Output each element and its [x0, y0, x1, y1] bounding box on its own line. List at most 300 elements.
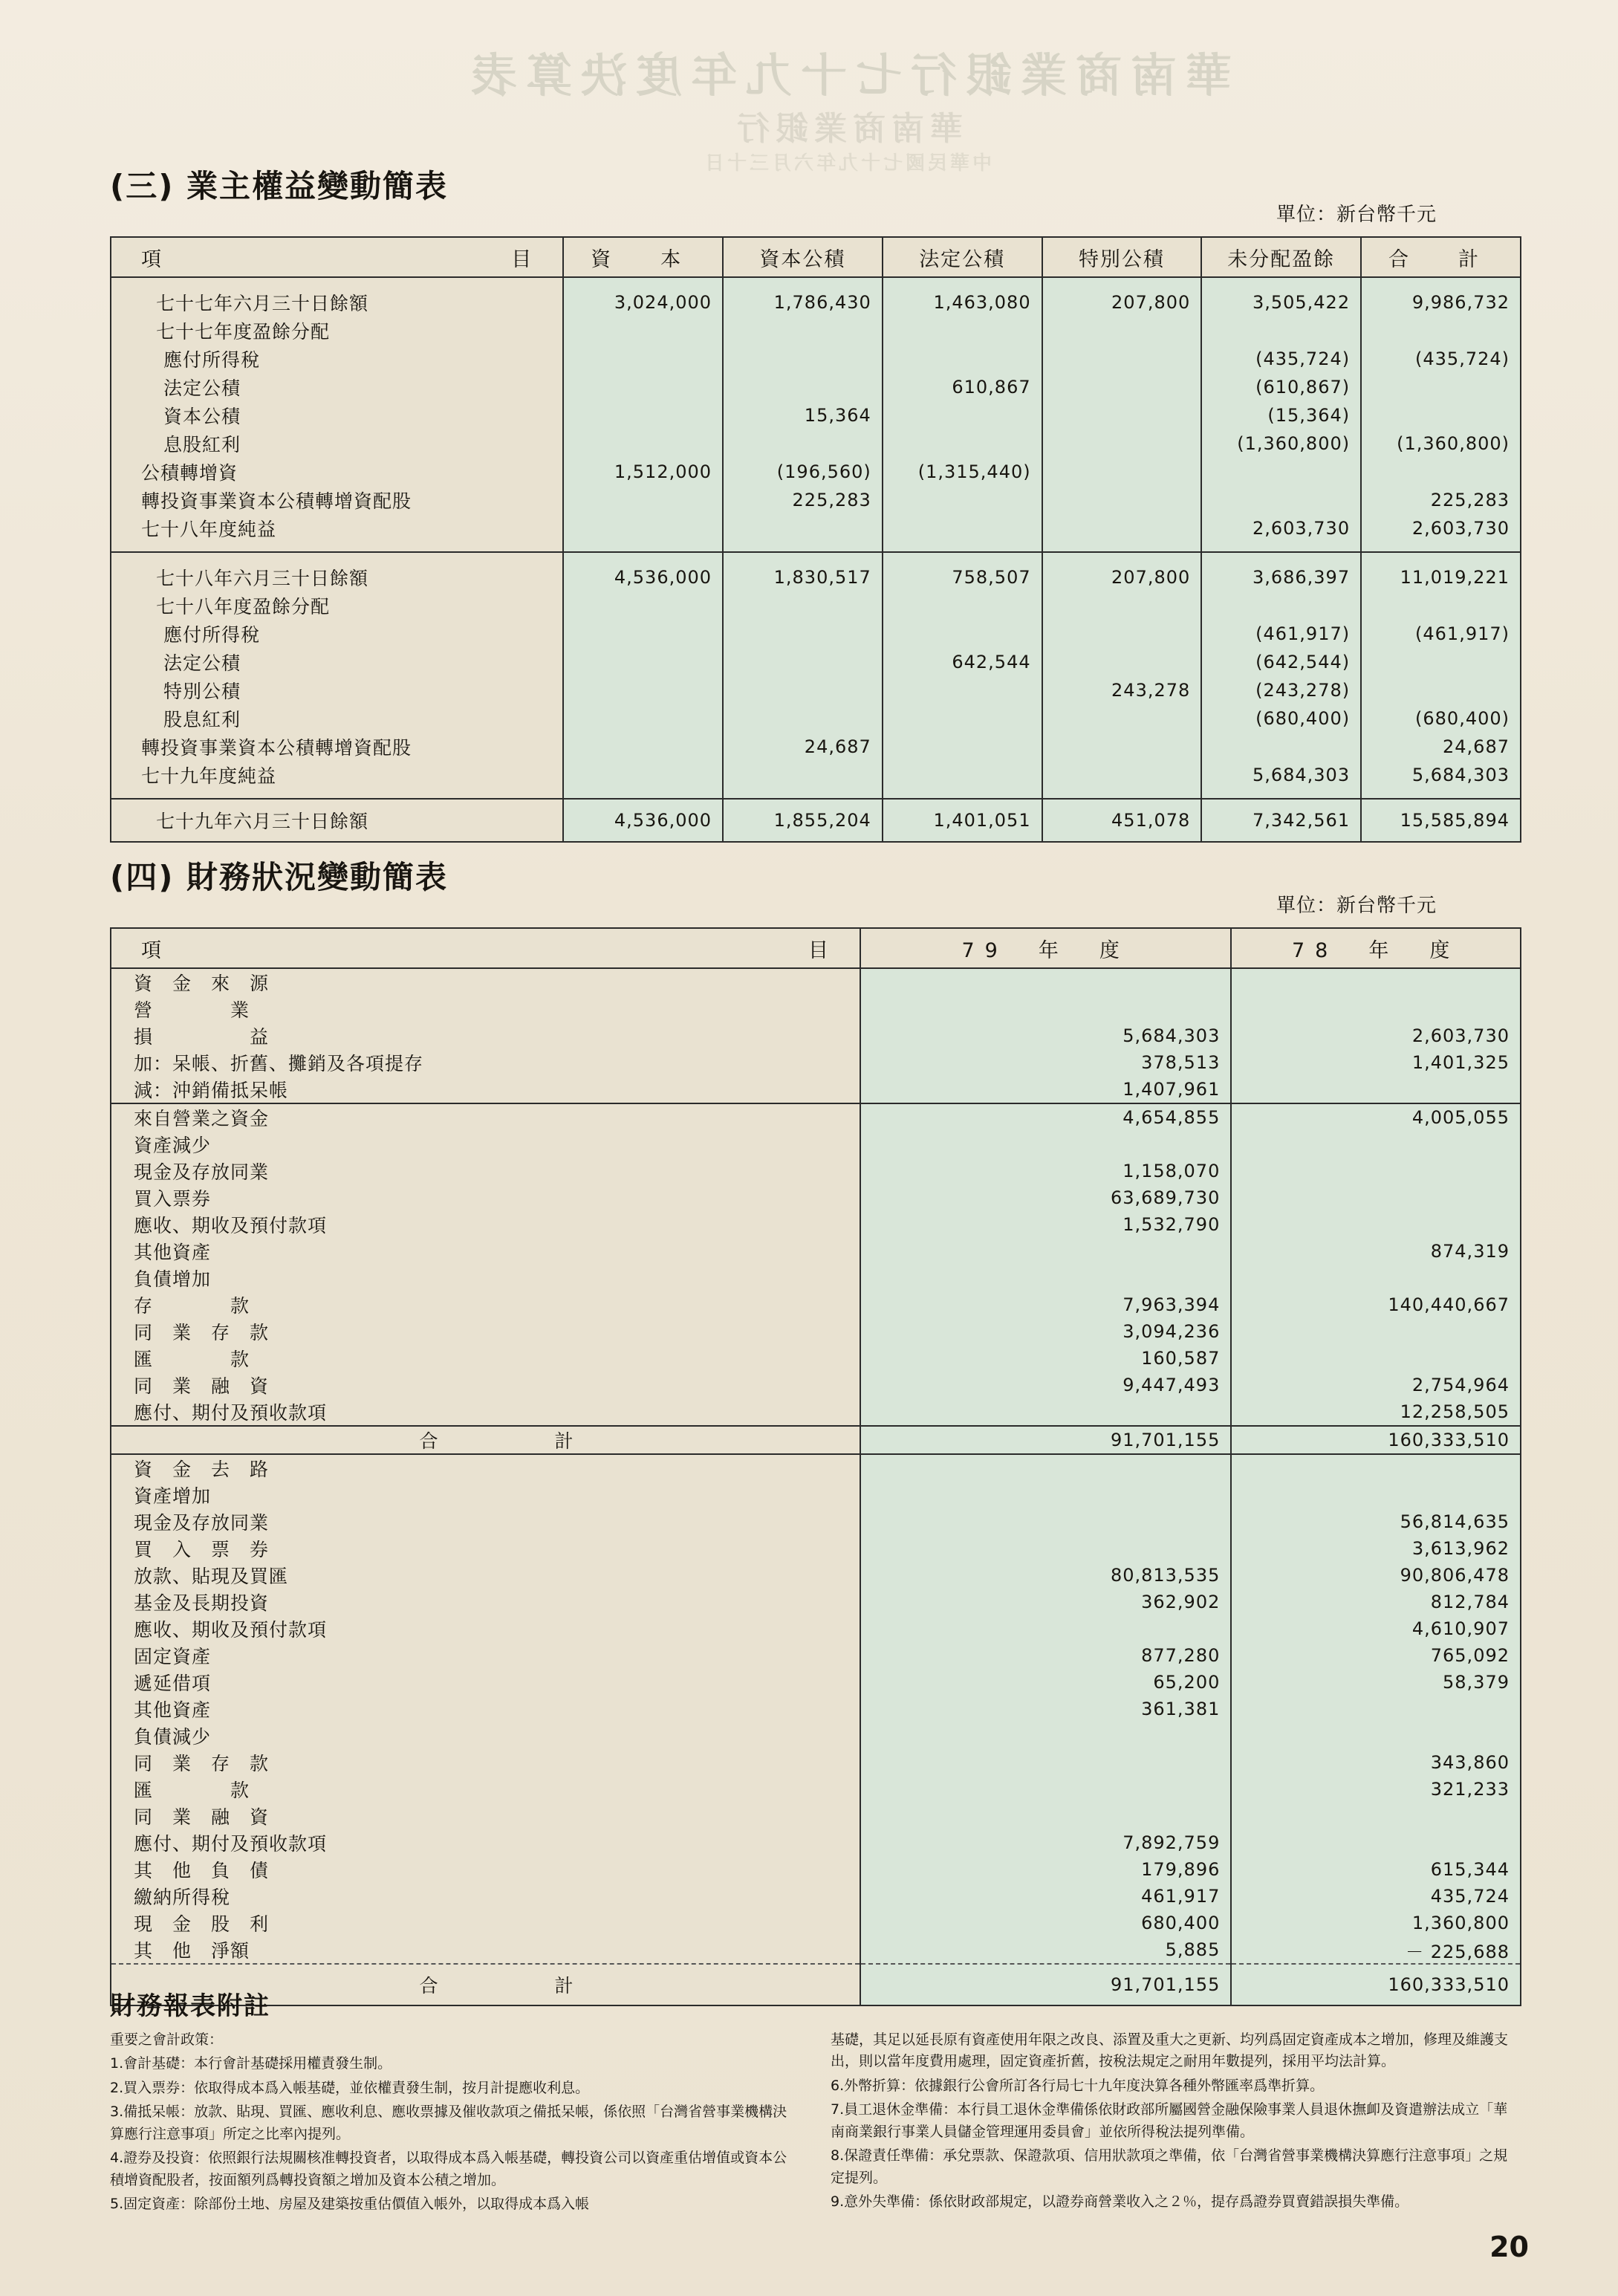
cell-total — [1361, 676, 1521, 704]
cell-year-78 — [1231, 1184, 1521, 1211]
cell-year-78: 2,603,730 — [1231, 1022, 1521, 1049]
row-label: 應付、期付及預收款項 — [111, 1829, 860, 1856]
cell-undistributed: (680,400) — [1201, 704, 1361, 733]
table-row — [111, 1076, 1521, 1103]
cell-year-79: 179,896 — [860, 1856, 1231, 1883]
cell-year-79 — [860, 1615, 1231, 1642]
table-row — [111, 1372, 1521, 1398]
row-label: 其 他 淨額 — [111, 1936, 860, 1964]
cell-capital-surplus: 24,687 — [723, 733, 883, 761]
row-label: 轉投資事業資本公積轉增資配股 — [111, 733, 563, 761]
row-label: 同 業 融 資 — [111, 1372, 860, 1398]
row-label: 放款、貼現及買匯 — [111, 1562, 860, 1589]
cell-capital — [563, 486, 723, 514]
cell-year-79: 877,280 — [860, 1642, 1231, 1669]
cell-year-79: 3,094,236 — [860, 1318, 1231, 1345]
cell-total: (1,360,800) — [1361, 429, 1521, 458]
cell-year-79: 80,813,535 — [860, 1562, 1231, 1589]
cell-special-surplus — [1042, 429, 1202, 458]
cell-total — [1361, 458, 1521, 486]
cell-total: 5,684,303 — [1361, 761, 1521, 799]
row-label: 應付所得稅 — [111, 620, 563, 648]
cell-year-78 — [1231, 1211, 1521, 1238]
cell-capital: 1,512,000 — [563, 458, 723, 486]
cell-total — [1361, 317, 1521, 345]
cell-capital: 3,024,000 — [563, 277, 723, 317]
table-row — [111, 1936, 1521, 1964]
cell-undistributed: 2,603,730 — [1201, 514, 1361, 552]
row-label: 負債增加 — [111, 1265, 860, 1291]
cell-year-78: 56,814,635 — [1231, 1508, 1521, 1535]
cell-capital-surplus — [723, 761, 883, 799]
row-label: 資產增加 — [111, 1482, 860, 1508]
cell-capital-surplus: 1,855,204 — [723, 799, 883, 842]
cell-year-79: 361,381 — [860, 1696, 1231, 1722]
cell-legal-surplus: 758,507 — [883, 552, 1042, 591]
cell-year-78 — [1231, 1829, 1521, 1856]
cell-legal-surplus — [883, 486, 1042, 514]
table-row — [111, 968, 1521, 996]
cell-undistributed — [1201, 458, 1361, 486]
cell-undistributed: (435,724) — [1201, 345, 1361, 373]
col-capital-surplus: 資本公積 — [723, 237, 883, 277]
row-label: 負債減少 — [111, 1722, 860, 1749]
cell-year-78 — [1231, 1265, 1521, 1291]
ghost-line-3: 中華民國七十九年六月三十日 — [702, 152, 992, 175]
table-row — [111, 761, 1521, 799]
cell-legal-surplus — [883, 429, 1042, 458]
cell-year-79 — [860, 968, 1231, 996]
row-label: 七十七年六月三十日餘額 — [111, 277, 563, 317]
cell-total — [1361, 373, 1521, 401]
cell-capital — [563, 676, 723, 704]
table-row — [111, 1829, 1521, 1856]
cell-legal-surplus — [883, 591, 1042, 620]
row-label: 其他資產 — [111, 1238, 860, 1265]
cell-capital — [563, 429, 723, 458]
note-item: 4.證券及投資：依照銀行法規關核准轉投資者，以取得成本爲入帳基礎，轉投資公司以資產重估增值或資本公積增資配股者，按面額列爲轉投資額之增加及資本公積之增加。 — [110, 2150, 787, 2188]
cell-legal-surplus — [883, 733, 1042, 761]
cell-year-79: 378,513 — [860, 1049, 1231, 1076]
cell-total — [1361, 591, 1521, 620]
cell-special-surplus: 207,800 — [1042, 277, 1202, 317]
cell-year-79 — [860, 1238, 1231, 1265]
note-item: 基礎，其足以延長原有資產使用年限之改良、添置及重大之更新、均列爲固定資產成本之增加，修理及維護支出，則以當年度費用處理，固定資產折舊，按稅法規定之耐用年數提列，採用平均法計算。 — [831, 2031, 1509, 2070]
cell-year-79: 1,158,070 — [860, 1158, 1231, 1184]
cell-legal-surplus: (1,315,440) — [883, 458, 1042, 486]
table-row — [111, 1291, 1521, 1318]
cell-year-78 — [1231, 1076, 1521, 1103]
cell-capital — [563, 761, 723, 799]
cell-year-79 — [860, 1776, 1231, 1803]
cell-capital-surplus — [723, 591, 883, 620]
section-3-unit: 單位：新台幣千元 — [1276, 204, 1437, 226]
notes-left-column — [110, 2029, 801, 2218]
cell-special-surplus — [1042, 317, 1202, 345]
cell-total: 2,603,730 — [1361, 514, 1521, 552]
table-row — [111, 1883, 1521, 1910]
table-row — [111, 996, 1521, 1022]
cell-year-78 — [1231, 1318, 1521, 1345]
cell-special-surplus — [1042, 648, 1202, 676]
row-label: 資 金 去 路 — [111, 1454, 860, 1482]
cell-special-surplus — [1042, 591, 1202, 620]
table-row — [111, 1454, 1521, 1482]
cell-legal-surplus — [883, 514, 1042, 552]
table-row — [111, 1103, 1521, 1131]
table-row — [111, 429, 1521, 458]
row-label: 合 計 — [111, 1426, 860, 1454]
row-label: 同 業 存 款 — [111, 1749, 860, 1776]
cell-year-78: 1,360,800 — [1231, 1910, 1521, 1936]
cell-year-79 — [860, 1482, 1231, 1508]
row-label: 股息紅利 — [111, 704, 563, 733]
cell-capital-surplus — [723, 373, 883, 401]
cell-year-79 — [860, 1803, 1231, 1829]
cell-special-surplus — [1042, 620, 1202, 648]
row-label: 應付、期付及預收款項 — [111, 1398, 860, 1426]
col-item: 項 目 — [111, 928, 860, 968]
cell-year-78 — [1231, 968, 1521, 996]
cell-capital — [563, 317, 723, 345]
cell-capital-surplus — [723, 429, 883, 458]
cell-year-79: 91,701,155 — [860, 1426, 1231, 1454]
table-row — [111, 1158, 1521, 1184]
cell-legal-surplus: 642,544 — [883, 648, 1042, 676]
cell-capital — [563, 648, 723, 676]
cell-capital — [563, 401, 723, 429]
cell-year-78 — [1231, 1345, 1521, 1372]
row-label: 七十七年度盈餘分配 — [111, 317, 563, 345]
cell-year-78: 435,724 — [1231, 1883, 1521, 1910]
cell-year-79 — [860, 1535, 1231, 1562]
cell-year-78: 812,784 — [1231, 1589, 1521, 1615]
note-item: 6.外幣折算：依據銀行公會所訂各行局七十九年度決算各種外幣匯率爲準折算。 — [831, 2077, 1325, 2094]
table-row — [111, 1776, 1521, 1803]
cell-year-78: 1,401,325 — [1231, 1049, 1521, 1076]
cell-capital-surplus — [723, 345, 883, 373]
cell-year-78: － 225,688 — [1231, 1936, 1521, 1964]
table-row — [111, 704, 1521, 733]
note-item: 8.保證責任準備：承兌票款、保證款項、信用狀款項之準備，依「台灣省營事業機構決算應行注意事項」之規定提列。 — [831, 2147, 1508, 2186]
cell-total: (435,724) — [1361, 345, 1521, 373]
note-item: 7.員工退休金準備：本行員工退休金準備係依財政部所屬國營金融保險事業人員退休撫卹及資遣辦法成立「華南商業銀行事業人員儲金管理運用委員會」並依所得稅法提列準備。 — [831, 2101, 1508, 2140]
cell-total: (680,400) — [1361, 704, 1521, 733]
cell-year-78 — [1231, 996, 1521, 1022]
cell-legal-surplus: 1,463,080 — [883, 277, 1042, 317]
cell-legal-surplus — [883, 620, 1042, 648]
row-label: 匯 款 — [111, 1776, 860, 1803]
row-label: 七十九年度純益 — [111, 761, 563, 799]
cell-capital — [563, 345, 723, 373]
table-row — [111, 1318, 1521, 1345]
cell-capital-surplus: 15,364 — [723, 401, 883, 429]
table-row — [111, 1265, 1521, 1291]
row-label: 加：呆帳、折舊、攤銷及各項提存 — [111, 1049, 860, 1076]
cell-year-79: 5,885 — [860, 1936, 1231, 1964]
cell-capital-surplus: (196,560) — [723, 458, 883, 486]
row-label: 基金及長期投資 — [111, 1589, 860, 1615]
cell-year-78 — [1231, 1131, 1521, 1158]
cell-undistributed — [1201, 317, 1361, 345]
cell-year-78: 3,613,962 — [1231, 1535, 1521, 1562]
notes-title: 財務報表附註 — [110, 1991, 270, 2021]
cell-capital-surplus: 1,830,517 — [723, 552, 883, 591]
col-special-surplus: 特別公積 — [1042, 237, 1202, 277]
financial-position-change-table — [110, 927, 1521, 2006]
cell-capital — [563, 620, 723, 648]
table-row — [111, 1211, 1521, 1238]
row-label: 公積轉增資 — [111, 458, 563, 486]
cell-year-78: 58,379 — [1231, 1669, 1521, 1696]
row-label: 其他資產 — [111, 1696, 860, 1722]
cell-total: 15,585,894 — [1361, 799, 1521, 842]
cell-year-78 — [1231, 1803, 1521, 1829]
row-label: 固定資產 — [111, 1642, 860, 1669]
financial-statement-notes — [110, 1985, 1521, 2218]
cell-capital — [563, 514, 723, 552]
cell-total: (461,917) — [1361, 620, 1521, 648]
table-row — [111, 552, 1521, 591]
cell-legal-surplus — [883, 345, 1042, 373]
cell-capital-surplus — [723, 648, 883, 676]
cell-year-78: 160,333,510 — [1231, 1964, 1521, 2005]
cell-year-78: 343,860 — [1231, 1749, 1521, 1776]
cell-year-78 — [1231, 1722, 1521, 1749]
col-year-79: 79 年 度 — [860, 928, 1231, 968]
table-row — [111, 345, 1521, 373]
row-label: 現金及存放同業 — [111, 1508, 860, 1535]
cell-year-79 — [860, 1749, 1231, 1776]
cell-year-78: 321,233 — [1231, 1776, 1521, 1803]
cell-capital — [563, 591, 723, 620]
cell-total — [1361, 648, 1521, 676]
cell-legal-surplus — [883, 401, 1042, 429]
row-label: 買 入 票 券 — [111, 1535, 860, 1562]
section-3-title: (三) 業主權益變動簡表 — [110, 168, 449, 204]
cell-total: 9,986,732 — [1361, 277, 1521, 317]
cell-capital — [563, 733, 723, 761]
cell-year-79: 362,902 — [860, 1589, 1231, 1615]
cell-undistributed: (461,917) — [1201, 620, 1361, 648]
table-row — [111, 317, 1521, 345]
notes-right-column — [831, 2029, 1521, 2218]
cell-year-78: 12,258,505 — [1231, 1398, 1521, 1426]
table-row — [111, 1642, 1521, 1669]
cell-year-78: 874,319 — [1231, 1238, 1521, 1265]
cell-undistributed: 7,342,561 — [1201, 799, 1361, 842]
table-row-total — [111, 799, 1521, 842]
cell-year-79: 1,407,961 — [860, 1076, 1231, 1103]
cell-capital-surplus — [723, 514, 883, 552]
cell-undistributed: (642,544) — [1201, 648, 1361, 676]
cell-special-surplus: 243,278 — [1042, 676, 1202, 704]
cell-year-79 — [860, 996, 1231, 1022]
cell-year-79: 91,701,155 — [860, 1964, 1231, 2005]
row-label: 法定公積 — [111, 373, 563, 401]
cell-year-79 — [860, 1722, 1231, 1749]
cell-special-surplus: 451,078 — [1042, 799, 1202, 842]
table-row — [111, 1669, 1521, 1696]
cell-special-surplus — [1042, 345, 1202, 373]
row-label: 資本公積 — [111, 401, 563, 429]
row-label: 來自營業之資金 — [111, 1103, 860, 1131]
table-row — [111, 1535, 1521, 1562]
cell-undistributed: (610,867) — [1201, 373, 1361, 401]
cell-capital: 4,536,000 — [563, 552, 723, 591]
cell-year-79: 4,654,855 — [860, 1103, 1231, 1131]
table-row — [111, 648, 1521, 676]
table-row — [111, 1345, 1521, 1372]
cell-undistributed: 5,684,303 — [1201, 761, 1361, 799]
col-item: 項 目 — [111, 237, 563, 277]
cell-special-surplus — [1042, 704, 1202, 733]
cell-special-surplus — [1042, 733, 1202, 761]
cell-capital: 4,536,000 — [563, 799, 723, 842]
cell-year-79 — [860, 1265, 1231, 1291]
cell-year-79: 461,917 — [860, 1883, 1231, 1910]
cell-year-79: 63,689,730 — [860, 1184, 1231, 1211]
page-number: 20 — [1489, 2231, 1529, 2263]
cell-year-78: 4,005,055 — [1231, 1103, 1521, 1131]
table-header-row — [111, 928, 1521, 968]
cell-undistributed — [1201, 486, 1361, 514]
row-label: 應付所得稅 — [111, 345, 563, 373]
row-label: 轉投資事業資本公積轉增資配股 — [111, 486, 563, 514]
row-label: 特別公積 — [111, 676, 563, 704]
col-legal-surplus: 法定公積 — [883, 237, 1042, 277]
cell-special-surplus — [1042, 761, 1202, 799]
row-label: 法定公積 — [111, 648, 563, 676]
cell-total — [1361, 401, 1521, 429]
cell-undistributed: 3,686,397 — [1201, 552, 1361, 591]
cell-year-78: 160,333,510 — [1231, 1426, 1521, 1454]
table-row — [111, 458, 1521, 486]
table-row — [111, 1508, 1521, 1535]
row-label: 存 款 — [111, 1291, 860, 1318]
row-label: 同 業 存 款 — [111, 1318, 860, 1345]
table-row — [111, 514, 1521, 552]
col-undistributed: 未分配盈餘 — [1201, 237, 1361, 277]
cell-special-surplus — [1042, 458, 1202, 486]
table-row — [111, 1856, 1521, 1883]
col-capital: 資 本 — [563, 237, 723, 277]
cell-year-78: 615,344 — [1231, 1856, 1521, 1883]
cell-legal-surplus: 1,401,051 — [883, 799, 1042, 842]
table-row — [111, 733, 1521, 761]
table-row — [111, 1615, 1521, 1642]
cell-legal-surplus — [883, 317, 1042, 345]
note-item: 1.會計基礎：本行會計基礎採用權責發生制。 — [110, 2055, 392, 2072]
ghost-line-1: 華南商業銀行七十九年度決算表 — [462, 48, 1232, 103]
table-row — [111, 1049, 1521, 1076]
note-item: 9.意外失準備：係依財政部規定，以證券商營業收入之２％，提存爲證券買賣錯誤損失準備。 — [831, 2193, 1409, 2211]
cell-year-79: 680,400 — [860, 1910, 1231, 1936]
cell-legal-surplus — [883, 676, 1042, 704]
note-item: 3.備抵呆帳：放款、貼現、買匯、應收利息、應收票據及催收款項之備抵呆帳，係依照「台灣省營事業機構決算應行注意事項」所定之比率內提列。 — [110, 2104, 787, 2142]
cell-undistributed: 3,505,422 — [1201, 277, 1361, 317]
table-row — [111, 1696, 1521, 1722]
table-row — [111, 591, 1521, 620]
row-label: 資 金 來 源 — [111, 968, 860, 996]
cell-legal-surplus: 610,867 — [883, 373, 1042, 401]
cell-year-78: 765,092 — [1231, 1642, 1521, 1669]
cell-year-78: 4,610,907 — [1231, 1615, 1521, 1642]
table-row — [111, 1482, 1521, 1508]
row-label: 七十八年度純益 — [111, 514, 563, 552]
table-row — [111, 1022, 1521, 1049]
table-row — [111, 1184, 1521, 1211]
cell-year-78: 2,754,964 — [1231, 1372, 1521, 1398]
row-label: 合 計 — [111, 1964, 860, 2005]
cell-capital — [563, 373, 723, 401]
table-row — [111, 277, 1521, 317]
section-4-title: (四) 財務狀況變動簡表 — [110, 859, 449, 895]
table-row — [111, 486, 1521, 514]
cell-year-78: 90,806,478 — [1231, 1562, 1521, 1589]
table-row — [111, 1803, 1521, 1829]
cell-year-79: 7,892,759 — [860, 1829, 1231, 1856]
cell-year-79 — [860, 1131, 1231, 1158]
row-label: 營 業 — [111, 996, 860, 1022]
section-4-unit: 單位：新台幣千元 — [1276, 895, 1437, 917]
row-label: 應收、期收及預付款項 — [111, 1615, 860, 1642]
cell-special-surplus: 207,800 — [1042, 552, 1202, 591]
row-label: 現金及存放同業 — [111, 1158, 860, 1184]
cell-year-79 — [860, 1398, 1231, 1426]
cell-year-79: 7,963,394 — [860, 1291, 1231, 1318]
cell-year-78 — [1231, 1696, 1521, 1722]
row-label: 買入票券 — [111, 1184, 860, 1211]
notes-subtitle: 重要之會計政策： — [110, 2031, 224, 2048]
table-row — [111, 1589, 1521, 1615]
cell-special-surplus — [1042, 486, 1202, 514]
cell-capital-surplus: 225,283 — [723, 486, 883, 514]
equity-change-table — [110, 236, 1521, 843]
cell-year-79 — [860, 1454, 1231, 1482]
table-row — [111, 1562, 1521, 1589]
cell-total: 24,687 — [1361, 733, 1521, 761]
row-label: 遞延借項 — [111, 1669, 860, 1696]
cell-special-surplus — [1042, 373, 1202, 401]
cell-year-79: 1,532,790 — [860, 1211, 1231, 1238]
cell-legal-surplus — [883, 704, 1042, 733]
cell-year-79: 9,447,493 — [860, 1372, 1231, 1398]
cell-year-78: 140,440,667 — [1231, 1291, 1521, 1318]
cell-capital-surplus: 1,786,430 — [723, 277, 883, 317]
row-label: 現 金 股 利 — [111, 1910, 860, 1936]
cell-capital-surplus — [723, 676, 883, 704]
cell-year-78 — [1231, 1158, 1521, 1184]
cell-year-79: 5,684,303 — [860, 1022, 1231, 1049]
cell-total: 225,283 — [1361, 486, 1521, 514]
cell-undistributed: (15,364) — [1201, 401, 1361, 429]
cell-undistributed: (243,278) — [1201, 676, 1361, 704]
col-total: 合 計 — [1361, 237, 1521, 277]
cell-year-79: 160,587 — [860, 1345, 1231, 1372]
cell-capital — [563, 704, 723, 733]
row-label: 其 他 負 債 — [111, 1856, 860, 1883]
table-row — [111, 620, 1521, 648]
col-year-78: 78 年 度 — [1231, 928, 1521, 968]
row-label: 損 益 — [111, 1022, 860, 1049]
table-row — [111, 1722, 1521, 1749]
cell-legal-surplus — [883, 761, 1042, 799]
row-label: 同 業 融 資 — [111, 1803, 860, 1829]
row-label: 匯 款 — [111, 1345, 860, 1372]
table-row-total — [111, 1426, 1521, 1454]
cell-capital-surplus — [723, 317, 883, 345]
